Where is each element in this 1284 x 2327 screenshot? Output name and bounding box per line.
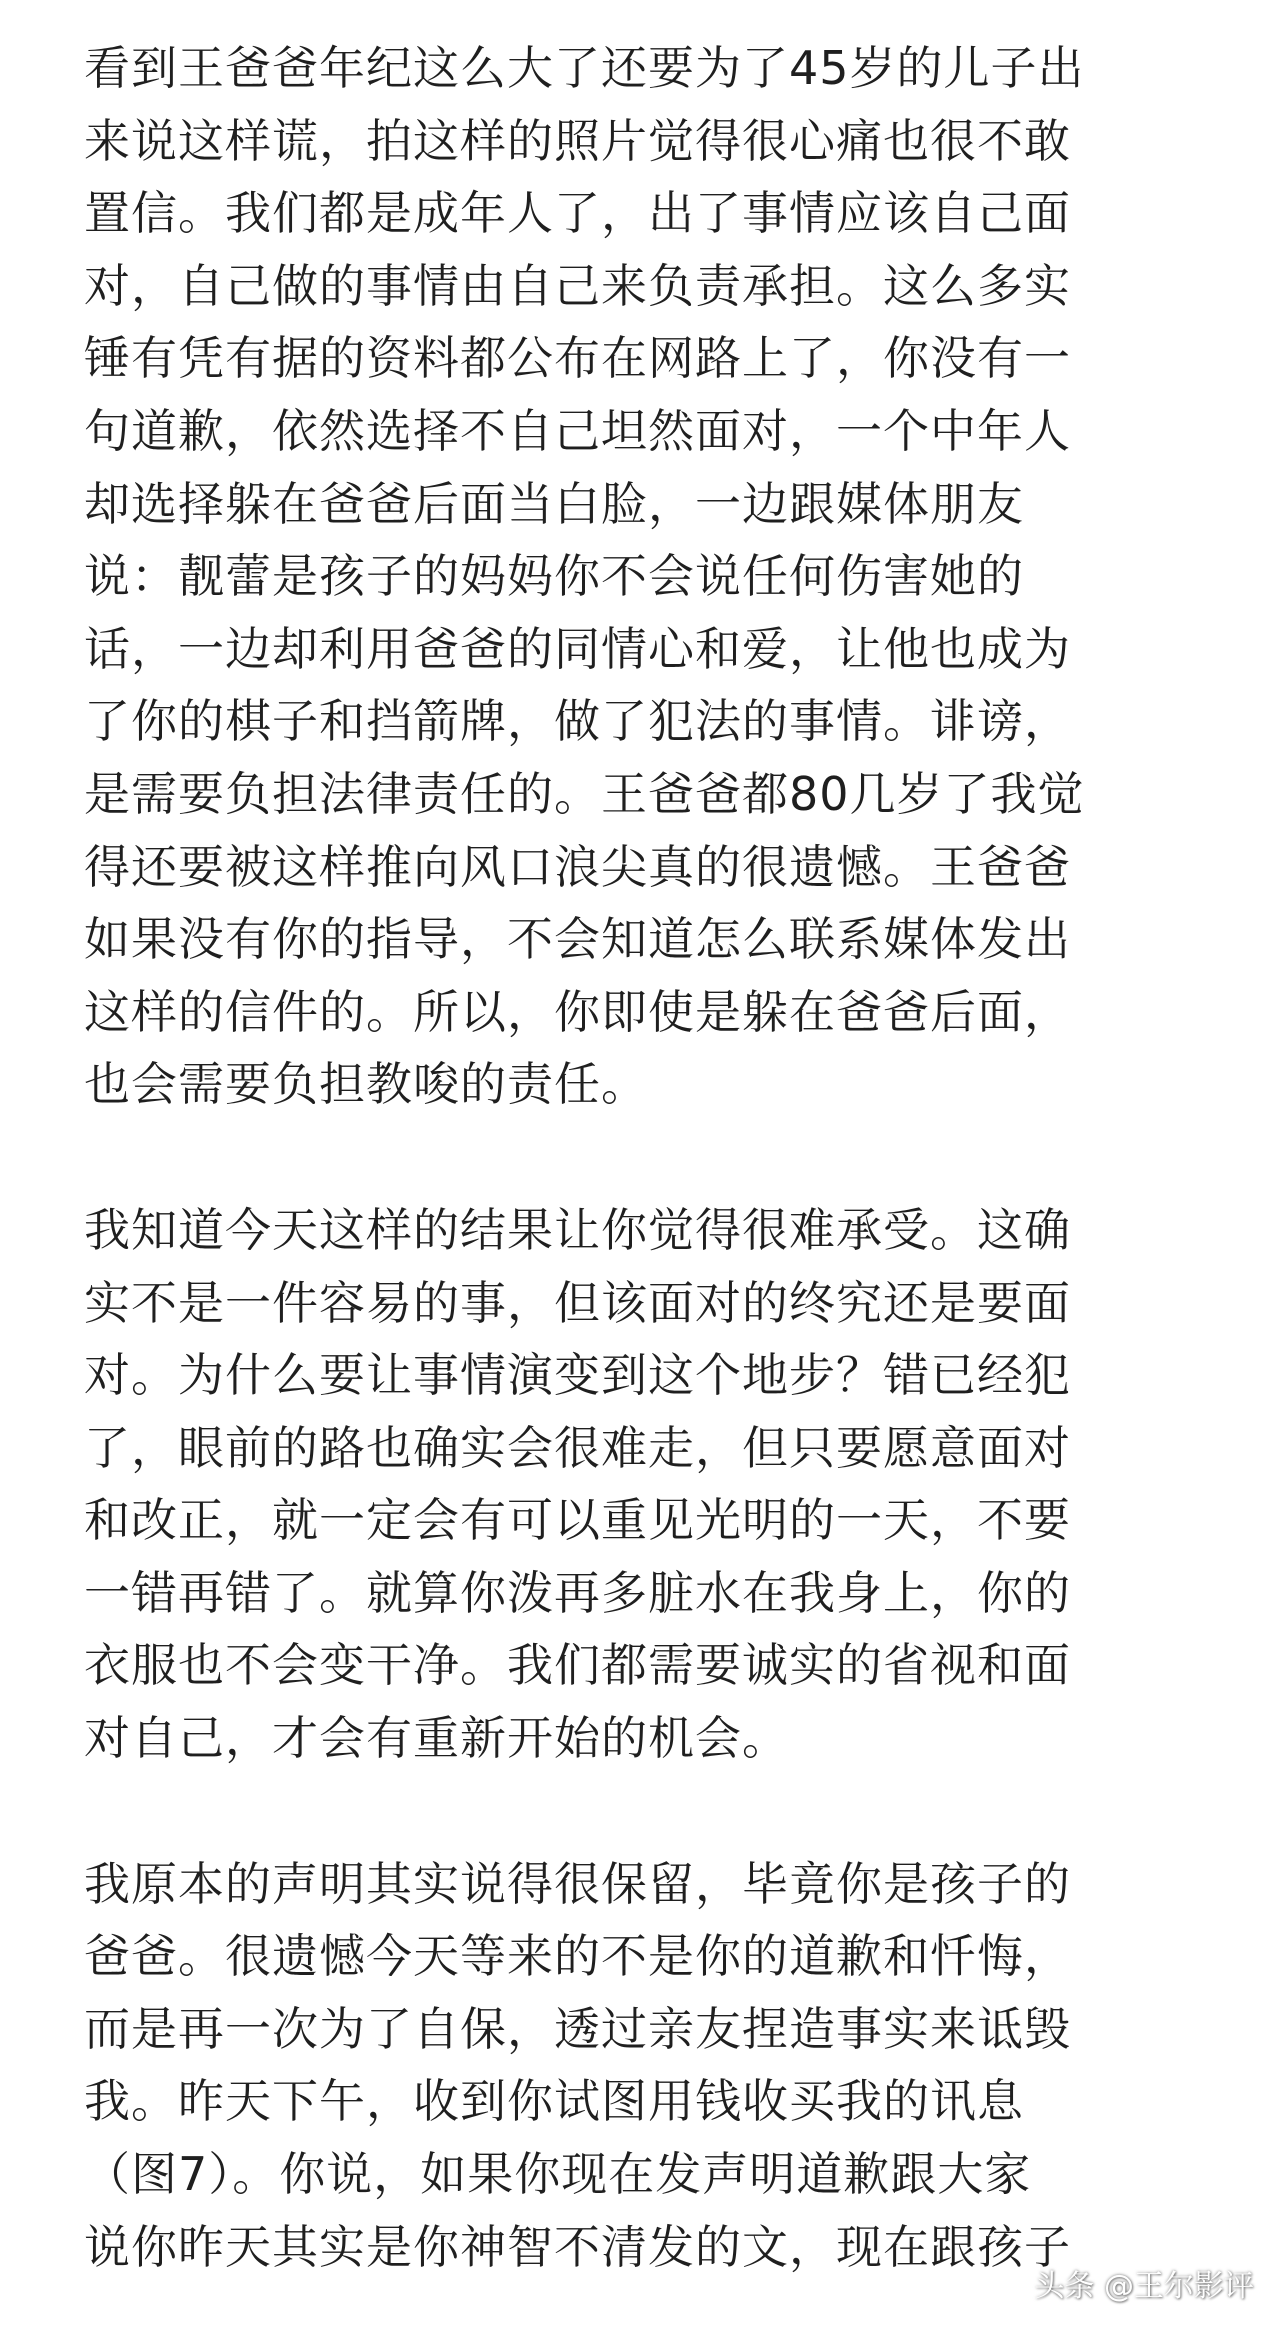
text-line: 这样的信件的。所以，你即使是躲在爸爸后面， bbox=[84, 984, 1071, 1039]
text-line: 爸爸。很遗憾今天等来的不是你的道歉和忏悔， bbox=[84, 1929, 1071, 1984]
text-line: 一错再错了。就算你泼再多脏水在我身上，你的 bbox=[84, 1565, 1071, 1620]
text-line: 说：靓蕾是孩子的妈妈你不会说任何伤害她的 bbox=[84, 549, 1024, 604]
text-line: 和改正，就一定会有可以重见光明的一天，不要 bbox=[84, 1493, 1071, 1548]
text-line: 得还要被这样推向风口浪尖真的很遗憾。王爸爸 bbox=[84, 839, 1071, 894]
text-line: （图7）。你说，如果你现在发声明道歉跟大家 bbox=[84, 2147, 1032, 2202]
text-line: 对，自己做的事情由自己来负责承担。这么多实 bbox=[84, 258, 1071, 313]
text-line: 句道歉，依然选择不自己坦然面对，一个中年人 bbox=[84, 403, 1071, 458]
text-line: 了你的棋子和挡箭牌，做了犯法的事情。诽谤， bbox=[84, 694, 1071, 749]
text-line: 我知道今天这样的结果让你觉得很难承受。这确 bbox=[84, 1202, 1071, 1257]
text-line: 看到王爸爸年纪这么大了还要为了45岁的儿子出 bbox=[84, 41, 1085, 95]
text-line: 实不是一件容易的事，但该面对的终究还是要面 bbox=[84, 1275, 1071, 1330]
text-line: 是需要负担法律责任的。王爸爸都80几岁了我觉 bbox=[84, 766, 1085, 821]
text-line: 锤有凭有据的资料都公布在网路上了，你没有一 bbox=[84, 331, 1071, 386]
text-line: 说你昨天其实是你神智不清发的文，现在跟孩子 bbox=[84, 2219, 1071, 2274]
text-line: 我原本的声明其实说得很保留，毕竟你是孩子的 bbox=[84, 1856, 1071, 1911]
text-line: 了，眼前的路也确实会很难走，但只要愿意面对 bbox=[84, 1420, 1071, 1475]
paragraph-3 bbox=[84, 1848, 1214, 2284]
toutiao-watermark bbox=[1034, 2261, 1254, 2305]
text-line: 而是再一次为了自保，透过亲友捏造事实来诋毁 bbox=[84, 2001, 1071, 2056]
paragraph-gap bbox=[84, 1121, 1214, 1194]
article-body bbox=[84, 32, 1214, 2283]
text-line: 我。昨天下午，收到你试图用钱收买我的讯息 bbox=[84, 2074, 1024, 2129]
text-line: 如果没有你的指导，不会知道怎么联系媒体发出 bbox=[84, 912, 1071, 967]
text-line: 对。为什么要让事情演变到这个地步？错已经犯 bbox=[84, 1348, 1071, 1403]
paragraph-gap bbox=[84, 1775, 1214, 1848]
text-line: 对自己，才会有重新开始的机会。 bbox=[84, 1711, 789, 1766]
paragraph-1 bbox=[84, 32, 1214, 1121]
text-line: 却选择躲在爸爸后面当白脸，一边跟媒体朋友 bbox=[84, 476, 1024, 531]
text-line: 置信。我们都是成年人了，出了事情应该自己面 bbox=[84, 186, 1071, 241]
paragraph-2 bbox=[84, 1194, 1214, 1775]
text-line: 来说这样谎，拍这样的照片觉得很心痛也很不敢 bbox=[84, 113, 1071, 168]
text-line: 话，一边却利用爸爸的同情心和爱，让他也成为 bbox=[84, 621, 1071, 676]
text-line: 衣服也不会变干净。我们都需要诚实的省视和面 bbox=[84, 1638, 1071, 1693]
text-line: 也会需要负担教唆的责任。 bbox=[84, 1057, 648, 1112]
watermark-text: 头条 @王尔影评 bbox=[1034, 2269, 1254, 2304]
